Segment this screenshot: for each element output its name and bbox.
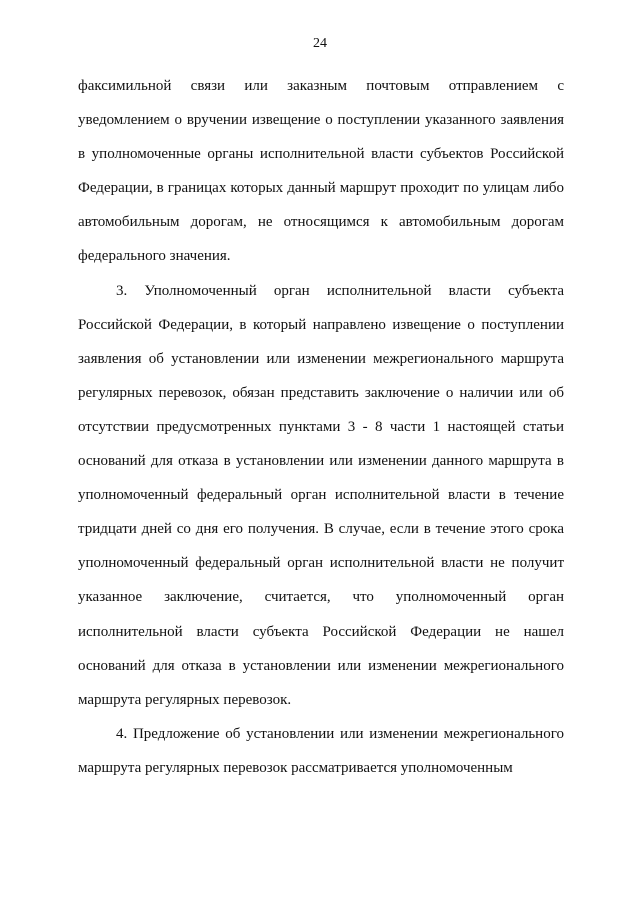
document-body: [78, 69, 564, 785]
paragraph-item-3: 3. Уполномоченный орган исполнительной власти субъекта Российской Федерации, в который направлено извещение о поступлении заявления об установлении или изменении межрегионального маршрута регулярных перевозок, обязан представить заключение о наличии или об отсутствии предусмотренных пунктами 3 - 8 части 1 настоящей статьи оснований для отказа в установлении или изменении данного маршрута в уполномоченный федеральный орган исполнительной власти в течение тридцати дней со дня его получения. В случае, если в течение этого срока уполномоченный федеральный орган исполнительной власти не получит указанное заключение, считается, что уполномоченный орган исполнительной власти субъекта Российской Федерации не нашел оснований для отказа в установлении или изменении межрегионального маршрута регулярных перевозок.: [78, 282, 564, 708]
page-number: 24: [313, 36, 327, 51]
paragraph-item-4: 4. Предложение об установлении или изменении межрегионального маршрута регулярных перевозок рассматривается уполномоченным: [78, 725, 564, 776]
paragraph-continuation: факсимильной связи или заказным почтовым отправлением с уведомлением о вручении извещение о поступлении указанного заявления в уполномоченные органы исполнительной власти субъектов Российской Федерации, в границах которых данный маршрут проходит по улицам либо автомобильным дорогам, не относящимся к автомобильным дорогам федерального значения.: [78, 78, 564, 265]
